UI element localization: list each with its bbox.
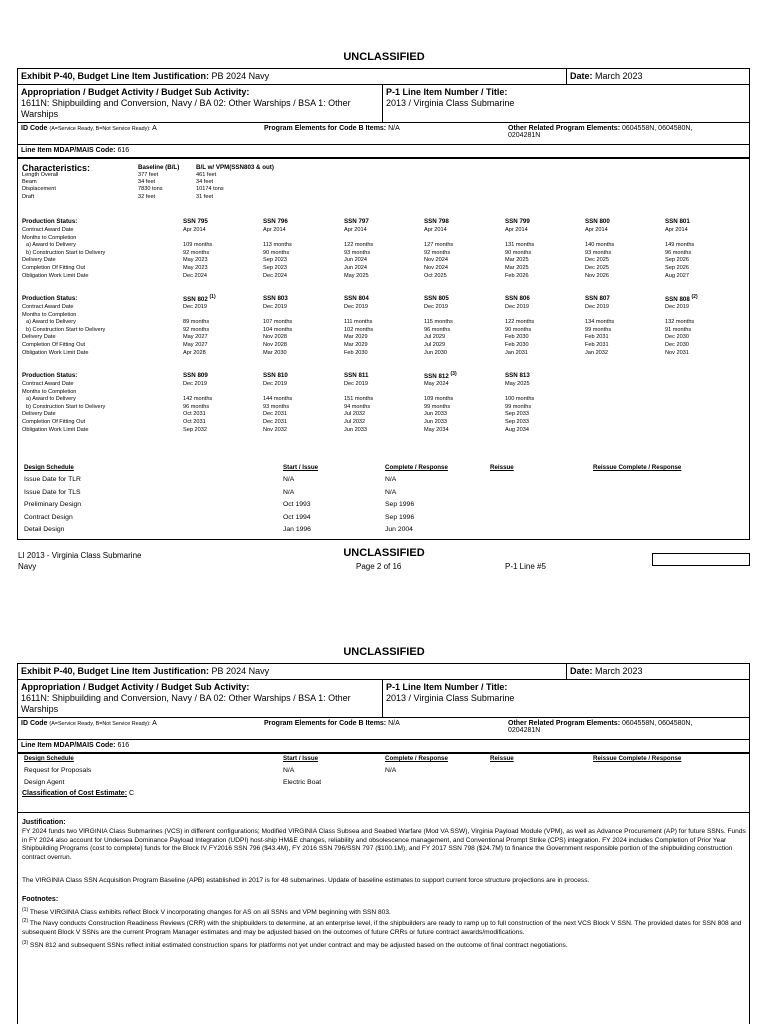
production-cell: May 2025: [505, 381, 530, 387]
ship-column-header: [263, 295, 288, 302]
production-cell: Jun 2024: [344, 257, 368, 264]
design-schedule-header: Start / Issue: [283, 464, 319, 471]
production-cell: Sep 2026: [665, 257, 689, 264]
ship-column-header: [183, 372, 208, 379]
production-cell: 140 months: [585, 242, 615, 249]
production-row-label: Obligation Work Limit Date: [22, 349, 89, 356]
production-cell: 96 months: [665, 249, 692, 256]
production-cell: Dec 2019: [424, 304, 448, 310]
ship-column-header: [344, 218, 369, 225]
production-cell: Sep 2033: [505, 411, 529, 418]
ship-name: SSN 812: [424, 373, 449, 381]
production-cell: 92 months: [183, 249, 210, 256]
production-cell: Apr 2014: [505, 227, 528, 233]
other-pe: [508, 125, 748, 139]
production-cell: Dec 2019: [505, 304, 529, 310]
ship-name: SSN 800: [585, 218, 610, 225]
footnote-item: [22, 917, 748, 937]
production-cell: 94 months: [344, 403, 371, 410]
ship-name: SSN 808: [665, 296, 690, 304]
production-cell: 111 months: [344, 319, 373, 326]
char-row-label: Displacement: [22, 186, 56, 193]
ship-name: SSN 806: [505, 295, 530, 302]
pe-code-b-label: Program Elements for Code B Items:: [264, 125, 387, 132]
ship-column-header: [505, 295, 530, 302]
production-cell: 90 months: [263, 249, 290, 256]
design-schedule-label: Request for Proposals: [24, 767, 92, 774]
production-cell: Mar 2029: [344, 342, 368, 348]
production-cell: Dec 2025: [585, 265, 609, 271]
ship-column-header: [424, 218, 449, 225]
production-cell: 90 months: [505, 326, 532, 333]
production-cell: Dec 2019: [344, 381, 368, 387]
design-schedule-start: Oct 1994: [283, 513, 311, 521]
production-cell: Aug 2034: [505, 426, 529, 433]
footer-navy: Navy: [18, 562, 37, 571]
approp-line1: 1611N: Shipbuilding and Conversion, Navy / BA 02: Other Warships / BSA 1: Other: [21, 98, 351, 108]
mdap-code-page2: [21, 742, 129, 749]
footer-p1-line: P-1 Line #5: [505, 562, 546, 571]
production-cell: 100 months: [505, 396, 535, 403]
exhibit-label: Exhibit P-40, Budget Line Item Justification:: [21, 666, 210, 676]
production-cell: 99 months: [585, 326, 612, 333]
production-cell: 132 months: [665, 319, 695, 326]
char-row-label: Beam: [22, 179, 37, 186]
production-cell: Apr 2014: [183, 227, 206, 233]
production-cell: 93 months: [585, 249, 612, 256]
design-schedule-start: N/A: [283, 488, 295, 496]
production-cell: 115 months: [424, 319, 453, 326]
footnote-text: These VIRGINIA Class exhibits reflect Block V incorporating changes for AS on all SSNs and VPM beginning with SSN 803.: [29, 909, 391, 917]
production-cell: Jul 2032: [344, 411, 366, 418]
production-row-label: b) Construction Start to Delivery: [26, 249, 106, 256]
production-cell: Nov 2031: [665, 349, 689, 356]
production-cell: Dec 2024: [263, 272, 287, 279]
footnote-mark: (2): [22, 918, 29, 924]
production-cell: May 2023: [183, 257, 208, 264]
ship-column-header: [505, 218, 530, 225]
char-row-label: Draft: [22, 193, 35, 200]
exhibit-value: PB 2024 Navy: [211, 71, 270, 81]
justification-paragraph-2: The VIRGINIA Class SSN Acquisition Program Baseline (APB) established in 2017 is for 48 submarines. Update of baseline estimates to support current force structure projections are in process.: [22, 877, 590, 884]
classification-banner-page2: UNCLASSIFIED: [343, 646, 425, 658]
production-cell: Dec 2019: [183, 381, 207, 387]
other-pe-line2: 0204281N: [508, 727, 541, 734]
footnote-mark: (1): [22, 907, 29, 913]
ship-column-header: [424, 295, 449, 302]
pe-code-b-value: N/A: [388, 720, 400, 727]
ship-name: SSN 801: [665, 218, 690, 225]
classification-banner-top: UNCLASSIFIED: [343, 51, 425, 63]
production-cell: May 2027: [183, 342, 208, 348]
ship-column-header: [665, 294, 698, 303]
footnote-item: [22, 939, 748, 951]
production-cell: Dec 2019: [585, 304, 609, 310]
production-cell: Jul 2032: [344, 419, 366, 425]
ship-name: SSN 798: [424, 218, 449, 225]
design-schedule-header: Complete / Response: [385, 464, 448, 471]
footer-line-item: LI 2013 - Virginia Class Submarine: [18, 551, 142, 560]
char-col-baseline: Baseline (B/L): [138, 164, 180, 171]
production-cell: 109 months: [183, 242, 213, 249]
char-row-baseline: 377 feet: [138, 172, 159, 178]
production-cell: Jun 2024: [344, 265, 368, 271]
id-code-label: ID Code: [21, 125, 48, 132]
char-row-baseline: 32 feet: [138, 193, 156, 200]
production-cell: Aug 2027: [665, 272, 689, 279]
production-cell: 91 months: [665, 326, 692, 333]
production-status-title: Production Status:: [22, 218, 78, 225]
production-cell: Mar 2025: [505, 257, 529, 264]
production-cell: Feb 2031: [585, 342, 609, 348]
id-code-page2: [21, 720, 157, 727]
production-row-label: Months to Completion: [22, 388, 77, 395]
production-cell: Sep 2033: [505, 419, 529, 425]
footnote-item: [22, 906, 748, 918]
production-cell: Apr 2014: [424, 227, 447, 233]
production-cell: Dec 2030: [665, 342, 689, 348]
char-row-baseline: 34 feet: [138, 179, 156, 186]
char-row-label: Length Overall: [22, 172, 59, 178]
production-cell: Apr 2014: [665, 227, 688, 233]
exhibit-label: Exhibit P-40, Budget Line Item Justification:: [21, 71, 210, 81]
production-cell: Dec 2031: [263, 419, 287, 425]
char-row-vpm: 31 feet: [196, 193, 214, 200]
cost-estimate-value: C: [128, 790, 135, 797]
design-schedule-header: Design Schedule: [24, 755, 74, 762]
production-row-label: Delivery Date: [22, 411, 56, 418]
production-cell: 99 months: [424, 403, 451, 410]
production-cell: 122 months: [505, 319, 535, 326]
other-pe-line1: 0604558N, 0604580N,: [621, 720, 693, 727]
production-cell: Jun 2030: [424, 349, 448, 356]
production-cell: 90 months: [505, 249, 532, 256]
production-cell: 127 months: [424, 242, 454, 249]
production-cell: May 2034: [424, 426, 449, 433]
production-cell: Dec 2030: [665, 334, 689, 341]
ship-column-header: [585, 218, 610, 225]
design-schedule-header: Design Schedule: [24, 464, 74, 471]
production-cell: Feb 2030: [505, 334, 529, 341]
approp-line2-page2: Warships: [21, 704, 59, 714]
id-code-value: A: [152, 720, 157, 727]
design-schedule-start: Electric Boat: [283, 779, 322, 786]
production-cell: Apr 2014: [263, 227, 286, 233]
production-row-label: Obligation Work Limit Date: [22, 426, 89, 433]
pe-code-b: [264, 125, 400, 132]
ship-column-header: [424, 371, 457, 380]
design-schedule-complete: N/A: [385, 767, 397, 774]
production-cell: 142 months: [183, 396, 213, 403]
other-pe-line1: 0604558N, 0604580N,: [621, 125, 693, 132]
ship-name: SSN 811: [344, 372, 369, 379]
production-row-label: Contract Award Date: [22, 304, 74, 310]
production-row-label: Months to Completion: [22, 234, 77, 241]
cost-estimate-label: Classification of Cost Estimate:: [22, 790, 128, 797]
production-cell: 99 months: [505, 403, 532, 410]
production-row-label: Completion Of Fitting Out: [22, 342, 86, 348]
production-cell: Sep 2026: [665, 265, 689, 271]
ship-name: SSN 810: [263, 372, 288, 379]
ship-column-header: [263, 372, 288, 379]
date-label: Date:: [570, 666, 593, 676]
production-cell: Oct 2031: [183, 419, 206, 425]
production-cell: 113 months: [263, 242, 292, 249]
design-schedule-header: Reissue Complete / Response: [593, 464, 682, 471]
production-cell: Dec 2019: [183, 304, 207, 310]
ship-column-header: [585, 295, 610, 302]
approp-label: Appropriation / Budget Activity / Budget Sub Activity:: [21, 87, 250, 97]
production-cell: 134 months: [585, 319, 615, 326]
production-cell: Dec 2019: [344, 304, 368, 310]
design-schedule-label: Issue Date for TLR: [24, 476, 81, 483]
ship-column-header: [344, 372, 368, 379]
mdap-label: Line Item MDAP/MAIS Code:: [21, 742, 116, 749]
pe-code-b-page2: [264, 720, 400, 727]
production-cell: Apr 2014: [344, 227, 367, 233]
production-cell: Mar 2030: [263, 349, 287, 356]
design-schedule-complete: Sep 1996: [385, 501, 415, 509]
production-cell: 131 months: [505, 242, 535, 249]
production-cell: Nov 2024: [424, 257, 448, 264]
char-row-baseline: 7830 tons: [138, 186, 163, 193]
ship-footnote-mark: (1): [209, 294, 216, 300]
p1-value-page2: 2013 / Virginia Class Submarine: [386, 693, 515, 703]
ship-footnote-mark: (2): [691, 294, 698, 300]
production-cell: 89 months: [183, 319, 210, 326]
other-pe-label: Other Related Program Elements:: [508, 720, 621, 727]
ship-name: SSN 797: [344, 218, 369, 225]
production-cell: Jan 2031: [505, 349, 529, 356]
footnote-mark: (3): [22, 940, 29, 946]
production-cell: 92 months: [183, 326, 210, 333]
mdap-value: 616: [117, 742, 130, 749]
production-cell: Nov 2032: [263, 426, 287, 433]
ship-column-header: [263, 218, 288, 225]
ship-name: SSN 795: [183, 218, 208, 225]
production-cell: 109 months: [424, 396, 454, 403]
ship-name: SSN 809: [183, 372, 208, 379]
production-cell: Jul 2029: [424, 334, 446, 341]
id-code-note: (A=Service Ready, B=Not Service Ready):: [49, 126, 151, 132]
pe-code-b-label: Program Elements for Code B Items:: [264, 720, 387, 727]
id-code-note: (A=Service Ready, B=Not Service Ready):: [49, 721, 151, 727]
design-schedule-header: Complete / Response: [385, 755, 448, 762]
footnote-text: SSN 812 and subsequent SSNs reflect initial estimated construction spans for platforms not yet under contract and may be adjusted based on the outcome of final contract negotiations.: [29, 942, 568, 950]
production-cell: 93 months: [263, 403, 290, 410]
production-cell: Dec 2019: [665, 304, 689, 310]
production-row-label: Obligation Work Limit Date: [22, 272, 89, 279]
design-schedule-label: Preliminary Design: [24, 501, 82, 509]
footer-empty-box: [652, 553, 750, 566]
char-row-vpm: 461 feet: [196, 172, 217, 178]
ship-name: SSN 796: [263, 218, 288, 225]
production-cell: Jun 2033: [344, 426, 368, 433]
design-schedule-label: Contract Design: [24, 513, 73, 521]
production-cell: Feb 2030: [505, 342, 529, 348]
production-cell: Jun 2033: [424, 419, 448, 425]
production-cell: Jun 2033: [424, 411, 448, 418]
mdap-label: Line Item MDAP/MAIS Code:: [21, 147, 116, 154]
design-schedule-header: Reissue: [490, 464, 514, 471]
production-row-label: Contract Award Date: [22, 227, 74, 233]
other-pe-label: Other Related Program Elements:: [508, 125, 621, 132]
production-cell: Sep 2023: [263, 257, 287, 264]
approp-line1-page2: 1611N: Shipbuilding and Conversion, Navy / BA 02: Other Warships / BSA 1: Other: [21, 693, 351, 703]
id-code: [21, 125, 157, 132]
id-code-value: A: [152, 125, 157, 132]
ship-name: SSN 802: [183, 296, 208, 304]
production-row-label: a) Award to Delivery: [26, 396, 76, 403]
design-schedule-header: Start / Issue: [283, 755, 319, 762]
char-col-vpm: B/L w/ VPM(SSN803 & out): [196, 164, 274, 171]
exhibit-value: PB 2024 Navy: [211, 666, 270, 676]
design-schedule-header: Reissue: [490, 755, 514, 762]
production-cell: Sep 2023: [263, 265, 287, 271]
mdap-code: [21, 147, 129, 154]
production-row-label: a) Award to Delivery: [26, 242, 76, 249]
date-value: March 2023: [595, 71, 643, 81]
production-cell: Nov 2026: [585, 272, 609, 279]
design-schedule-start: Oct 1993: [283, 501, 311, 509]
other-pe-page2: [508, 720, 748, 734]
production-cell: 96 months: [424, 326, 451, 333]
production-row-label: Months to Completion: [22, 311, 77, 318]
production-cell: Mar 2025: [505, 265, 529, 271]
approp-line2: Warships: [21, 109, 59, 119]
production-cell: Feb 2031: [585, 334, 609, 341]
design-schedule-complete: N/A: [385, 488, 397, 496]
footnote-text: The Navy conducts Construction Readiness Reviews (CRR) with the shipbuilders to determine, at an enterprise level, if the shipbuilders are ready to ramp up to full construction of the next VCS Block V SSN. The provided dates for SSN 808 and subsequent Block V SSNs are the current Program Manager estimates and may be adjusted based on the outcomes of future CRRs or future contract awards/modifications.: [22, 920, 742, 936]
production-cell: 96 months: [183, 403, 210, 410]
ship-name: SSN 799: [505, 218, 530, 225]
production-cell: Nov 2028: [263, 342, 287, 348]
production-cell: May 2023: [183, 265, 208, 271]
exhibit-title-page2: [21, 666, 269, 676]
justification-paragraph-1: FY 2024 funds two VIRGINIA Class Submarines (VCS) in different configurations; Modified VIRGINIA Class Subsea and Seabed Warfare (Mod VA SSW), Virginia Payload Module (VPM), as well as Advance Procurement (AP) for future SSNs. Funds in FY 2024 also account for Undersea Dominance Payload Integration (UDPI) host-ship HM&E changes, reliability and obsolescence management, and Conventional Prompt Strike (CPS) integration. FY 2024 includes Completion of Prior Year Shipbuilding Programs (cost to complete) funds for the Block IV FY2016 SSN 796 ($43.4M), FY 2016 SSN 796/SSN 797 ($100.1M), and FY 2017 SSN 798 ($24.7M) to finance the Government responsible portion of the shipbuilding construction contract overrun.: [22, 828, 746, 861]
production-cell: Feb 2026: [505, 272, 529, 279]
design-schedule-label: Detail Design: [24, 526, 65, 534]
ship-name: SSN 803: [263, 295, 288, 302]
id-code-label: ID Code: [21, 720, 48, 727]
production-cell: 122 months: [344, 242, 374, 249]
production-row-label: a) Award to Delivery: [26, 319, 76, 326]
production-row-label: Contract Award Date: [22, 381, 74, 387]
mdap-value: 616: [117, 147, 130, 154]
production-cell: May 2024: [424, 381, 449, 387]
design-schedule-complete: Sep 1996: [385, 513, 415, 521]
production-cell: Dec 2031: [263, 411, 287, 418]
char-row-vpm: 34 feet: [196, 179, 214, 186]
ship-name: SSN 807: [585, 295, 610, 302]
production-cell: 144 months: [263, 396, 293, 403]
production-cell: Feb 2030: [344, 349, 368, 356]
design-schedule-start: N/A: [283, 476, 295, 483]
design-schedule-label: Issue Date for TLS: [24, 488, 81, 496]
char-row-vpm: 10174 tons: [196, 186, 224, 193]
production-cell: Dec 2019: [263, 304, 287, 310]
production-row-label: b) Construction Start to Delivery: [26, 403, 106, 410]
ship-name: SSN 804: [344, 295, 369, 302]
cost-estimate: [22, 790, 134, 797]
production-status-title: Production Status:: [22, 372, 78, 379]
production-cell: Oct 2031: [183, 411, 206, 418]
characteristics-title: Characteristics:: [22, 163, 91, 173]
production-cell: Apr 2014: [585, 227, 608, 233]
production-cell: Jan 2032: [585, 349, 609, 356]
production-cell: Jul 2029: [424, 342, 446, 348]
other-pe-line2: 0204281N: [508, 132, 541, 139]
design-schedule-complete: Jun 2004: [385, 526, 413, 534]
exhibit-title: [21, 71, 269, 81]
production-cell: Apr 2028: [183, 349, 206, 356]
ship-column-header: [344, 295, 369, 302]
production-row-label: Delivery Date: [22, 334, 56, 341]
p1-value: 2013 / Virginia Class Submarine: [386, 98, 515, 108]
production-cell: 92 months: [424, 249, 451, 256]
ship-column-header: [183, 218, 208, 225]
ship-column-header: [183, 294, 216, 303]
footer-page-number: Page 2 of 16: [356, 562, 402, 571]
p1-label-page2: P-1 Line Item Number / Title:: [386, 682, 508, 692]
justification-title: Justification:: [22, 819, 66, 826]
production-row-label: Completion Of Fitting Out: [22, 265, 86, 271]
production-cell: Dec 2019: [263, 381, 287, 387]
ship-name: SSN 805: [424, 295, 449, 302]
pe-code-b-value: N/A: [388, 125, 400, 132]
production-cell: Oct 2025: [424, 272, 447, 279]
production-cell: Mar 2029: [344, 334, 368, 341]
body-frame-page1: [17, 158, 750, 540]
production-row-label: Completion Of Fitting Out: [22, 419, 86, 425]
p1-label: P-1 Line Item Number / Title:: [386, 87, 508, 97]
production-cell: 102 months: [344, 326, 374, 333]
production-cell: 104 months: [263, 326, 293, 333]
production-cell: 93 months: [344, 249, 371, 256]
date-value: March 2023: [595, 666, 643, 676]
exhibit-date-page2: [570, 666, 643, 676]
production-cell: Dec 2025: [585, 257, 609, 264]
production-cell: Sep 2032: [183, 426, 207, 433]
date-label: Date:: [570, 71, 593, 81]
design-schedule-start: Jan 1996: [283, 526, 311, 534]
classification-banner-footer: UNCLASSIFIED: [343, 547, 425, 559]
production-cell: Nov 2024: [424, 265, 448, 271]
exhibit-date: [570, 71, 643, 81]
ship-column-header: [505, 372, 530, 379]
production-cell: 151 months: [344, 396, 374, 403]
production-cell: 107 months: [263, 319, 293, 326]
design-schedule-start: N/A: [283, 767, 295, 774]
ship-name: SSN 813: [505, 372, 530, 379]
footnotes-title: Footnotes:: [22, 896, 59, 903]
design-schedule-label: Design Agent: [24, 779, 65, 786]
approp-label-page2: Appropriation / Budget Activity / Budget Sub Activity:: [21, 682, 250, 692]
production-status-title: Production Status:: [22, 295, 78, 302]
production-cell: May 2025: [344, 272, 369, 279]
production-cell: Dec 2024: [183, 272, 207, 279]
production-cell: May 2027: [183, 334, 208, 341]
design-schedule-complete: N/A: [385, 476, 397, 483]
ship-footnote-mark: (3): [450, 371, 457, 377]
production-cell: 149 months: [665, 242, 695, 249]
production-row-label: b) Construction Start to Delivery: [26, 326, 106, 333]
production-cell: Nov 2028: [263, 334, 287, 341]
design-schedule-header: Reissue Complete / Response: [593, 755, 682, 762]
production-row-label: Delivery Date: [22, 257, 56, 264]
ship-column-header: [665, 218, 690, 225]
